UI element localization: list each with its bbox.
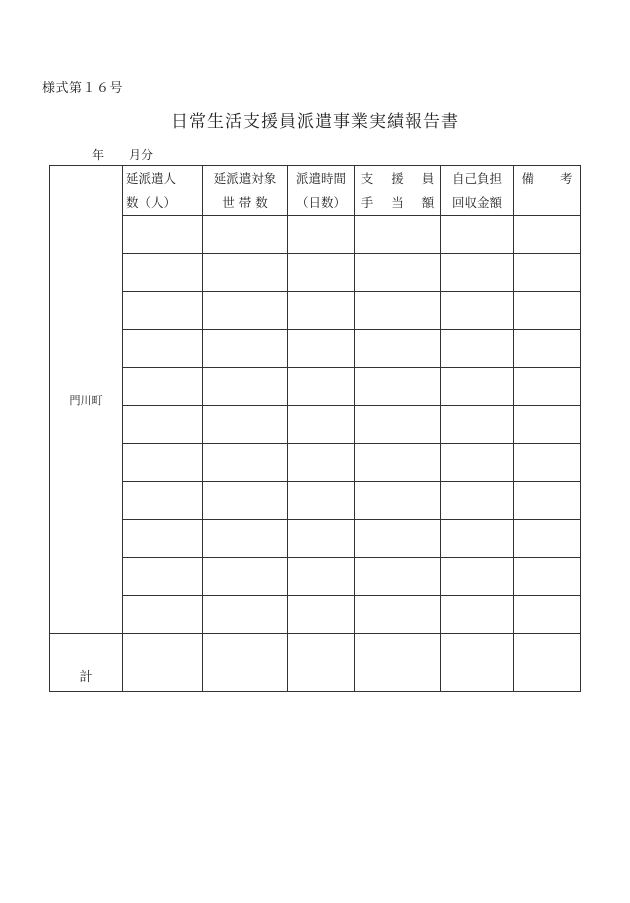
table-cell[interactable] — [355, 330, 441, 368]
table-cell[interactable] — [123, 368, 203, 406]
table-cell[interactable] — [203, 520, 288, 558]
table-cell[interactable] — [441, 520, 514, 558]
table-row — [50, 596, 581, 634]
table-cell[interactable] — [123, 520, 203, 558]
table-cell[interactable] — [123, 330, 203, 368]
total-cell[interactable] — [203, 634, 288, 692]
table-row — [50, 368, 581, 406]
table-cell[interactable] — [514, 444, 581, 482]
header-row — [50, 166, 581, 216]
table-cell[interactable] — [441, 482, 514, 520]
table-cell[interactable] — [441, 254, 514, 292]
report-table — [49, 165, 581, 692]
table-cell[interactable] — [123, 254, 203, 292]
header-line2: 回収金額 — [451, 195, 502, 210]
header-line1: 派遣時間 — [295, 171, 346, 186]
col-header-self-pay — [441, 166, 514, 216]
table-cell[interactable] — [514, 596, 581, 634]
table-cell[interactable] — [123, 596, 203, 634]
table-cell[interactable] — [441, 596, 514, 634]
table-cell[interactable] — [355, 254, 441, 292]
table-row — [50, 216, 581, 254]
table-cell[interactable] — [123, 406, 203, 444]
table-cell[interactable] — [288, 330, 355, 368]
header-line2: 世 帯 数 — [222, 195, 268, 210]
table-cell[interactable] — [203, 330, 288, 368]
table-cell[interactable] — [514, 330, 581, 368]
total-cell[interactable] — [441, 634, 514, 692]
table-cell[interactable] — [203, 558, 288, 596]
table-row — [50, 406, 581, 444]
table-cell[interactable] — [288, 216, 355, 254]
table-cell[interactable] — [441, 558, 514, 596]
municipality-cell — [50, 166, 123, 634]
table-cell[interactable] — [288, 558, 355, 596]
header-line1: 延派遣人 — [126, 171, 177, 186]
table-cell[interactable] — [288, 368, 355, 406]
table-cell[interactable] — [355, 596, 441, 634]
table-row — [50, 254, 581, 292]
table-row — [50, 520, 581, 558]
total-cell[interactable] — [355, 634, 441, 692]
table-row — [50, 558, 581, 596]
table-cell[interactable] — [441, 444, 514, 482]
table-cell[interactable] — [514, 520, 581, 558]
total-label: 計 — [79, 670, 93, 685]
header-line1: 備 考 — [521, 171, 573, 186]
table-cell[interactable] — [355, 444, 441, 482]
col-header-households — [203, 166, 288, 216]
table-cell[interactable] — [288, 292, 355, 330]
table-cell[interactable] — [203, 216, 288, 254]
table-cell[interactable] — [514, 368, 581, 406]
table-cell[interactable] — [203, 292, 288, 330]
total-cell[interactable] — [123, 634, 203, 692]
table-cell[interactable] — [123, 482, 203, 520]
table-cell[interactable] — [123, 558, 203, 596]
total-row — [50, 634, 581, 692]
table-cell[interactable] — [441, 368, 514, 406]
table-cell[interactable] — [514, 558, 581, 596]
table-cell[interactable] — [441, 292, 514, 330]
table-row — [50, 444, 581, 482]
table-cell[interactable] — [355, 368, 441, 406]
table-cell[interactable] — [203, 254, 288, 292]
table-cell[interactable] — [288, 254, 355, 292]
header-line1: 延派遣対象 — [213, 171, 277, 186]
table-cell[interactable] — [514, 292, 581, 330]
table-cell[interactable] — [123, 444, 203, 482]
table-cell[interactable] — [355, 520, 441, 558]
table-cell[interactable] — [203, 368, 288, 406]
period-month-label: 月分 — [129, 148, 154, 162]
col-header-dispatch-persons — [123, 166, 203, 216]
header-line1: 支 援 員 — [360, 171, 435, 186]
table-cell[interactable] — [355, 406, 441, 444]
header-line1: 自己負担 — [451, 171, 502, 186]
table-cell[interactable] — [355, 558, 441, 596]
table-cell[interactable] — [355, 482, 441, 520]
table-cell[interactable] — [355, 292, 441, 330]
period-year-label: 年 — [92, 148, 105, 162]
header-line2: （日数） — [295, 195, 346, 210]
table-cell[interactable] — [288, 406, 355, 444]
col-header-remarks — [514, 166, 581, 216]
total-cell[interactable] — [288, 634, 355, 692]
col-header-staff-allowance — [355, 166, 441, 216]
table-row — [50, 292, 581, 330]
table-cell[interactable] — [288, 482, 355, 520]
table-cell[interactable] — [288, 596, 355, 634]
total-cell[interactable] — [514, 634, 581, 692]
header-line2: 数（人） — [126, 195, 177, 210]
table-cell[interactable] — [288, 444, 355, 482]
table-cell[interactable] — [514, 216, 581, 254]
table-cell[interactable] — [514, 254, 581, 292]
form-number: 様式第１６号 — [42, 81, 124, 96]
table-cell[interactable] — [441, 406, 514, 444]
table-cell[interactable] — [288, 520, 355, 558]
col-header-dispatch-hours — [288, 166, 355, 216]
table-cell[interactable] — [514, 482, 581, 520]
municipality-label: 門川町 — [69, 393, 103, 407]
table-cell[interactable] — [123, 216, 203, 254]
table-cell[interactable] — [203, 444, 288, 482]
table-cell[interactable] — [203, 596, 288, 634]
document-title: 日常生活支援員派遣事業実績報告書 — [171, 112, 459, 132]
header-line2: 手 当 額 — [360, 195, 435, 210]
total-label-cell — [50, 634, 123, 692]
table-cell[interactable] — [123, 292, 203, 330]
table-cell[interactable] — [355, 216, 441, 254]
table-cell[interactable] — [203, 482, 288, 520]
table-row — [50, 330, 581, 368]
table-cell[interactable] — [514, 406, 581, 444]
table-cell[interactable] — [203, 406, 288, 444]
table-cell[interactable] — [441, 216, 514, 254]
table-row — [50, 482, 581, 520]
table-cell[interactable] — [441, 330, 514, 368]
